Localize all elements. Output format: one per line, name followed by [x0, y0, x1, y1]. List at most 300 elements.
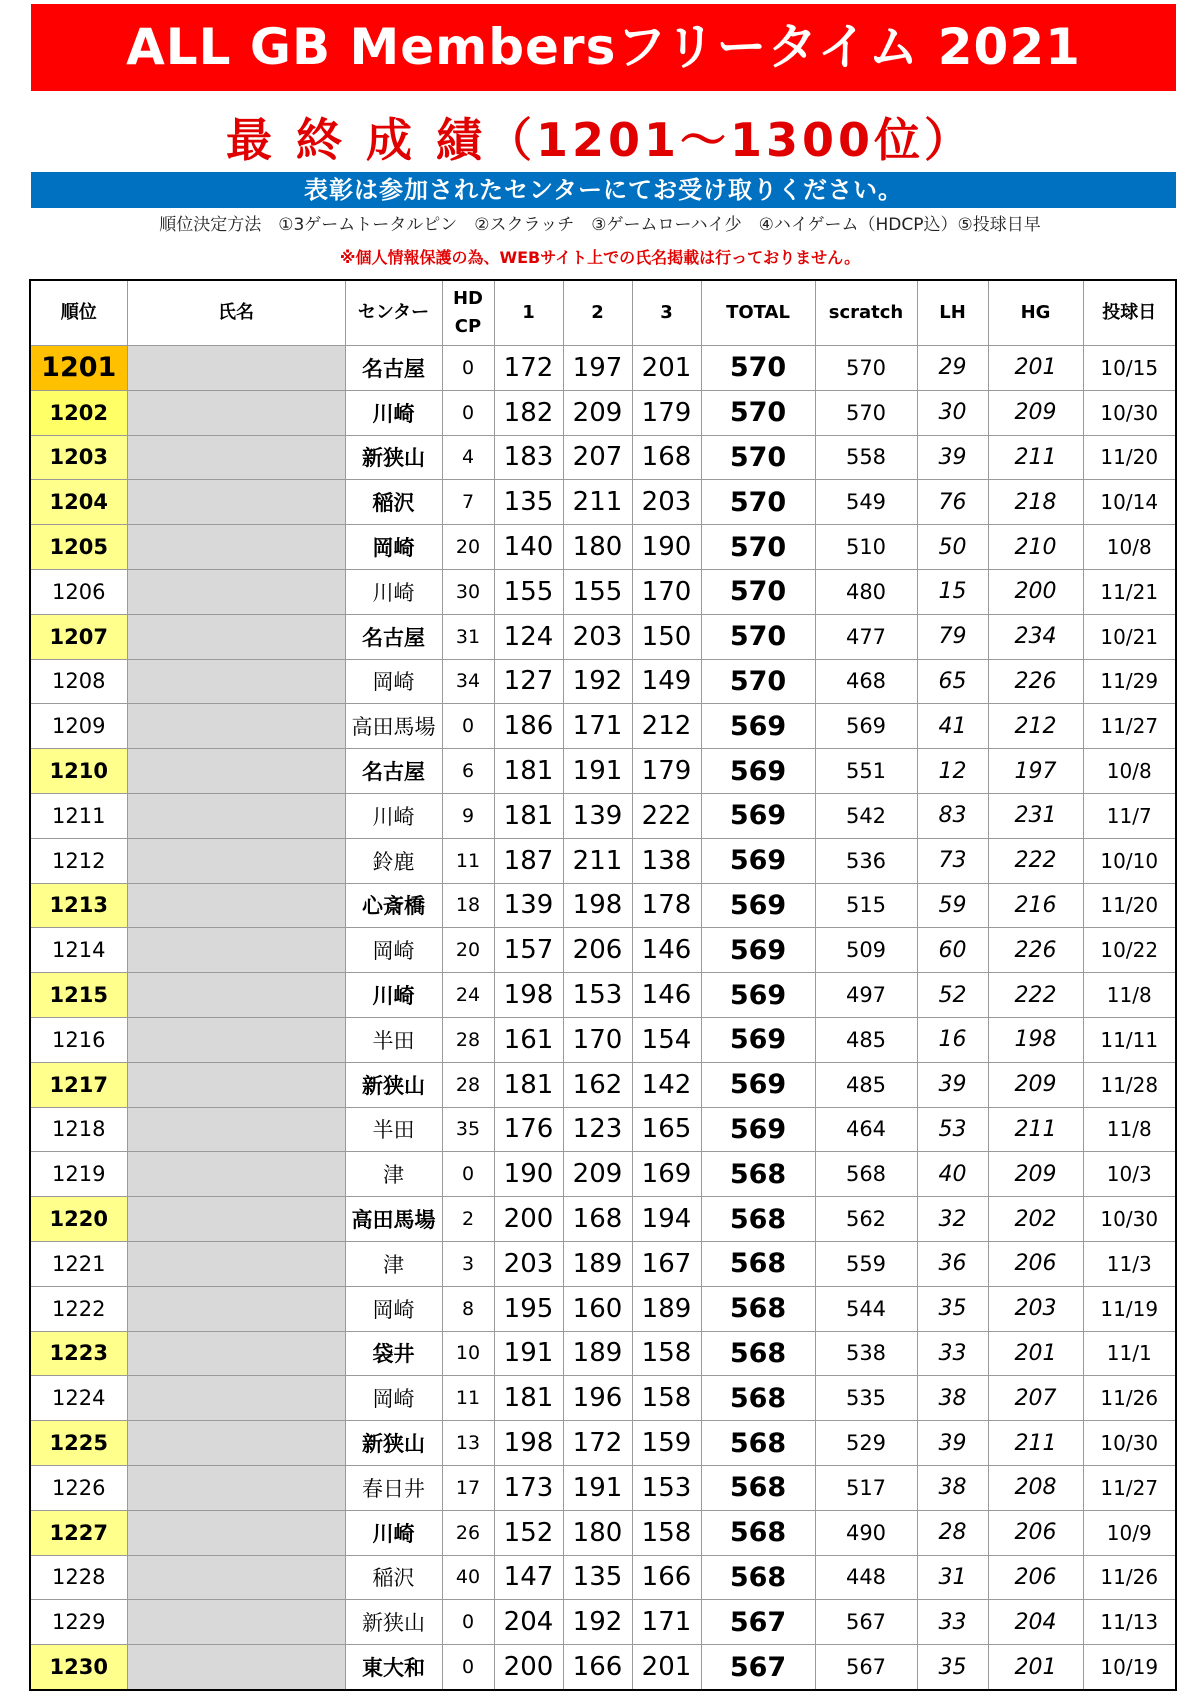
game1-cell: 186	[494, 704, 563, 749]
game3-cell: 169	[632, 1152, 701, 1197]
lh-cell: 76	[917, 480, 988, 525]
col-header-date: 投球日	[1083, 280, 1176, 346]
center-cell: 名古屋	[345, 346, 442, 391]
center-cell: 岡崎	[345, 659, 442, 704]
hdcp-cell: 8	[442, 1286, 494, 1331]
total-cell: 569	[701, 973, 815, 1018]
name-cell-redacted	[127, 1062, 345, 1107]
hdcp-cell: 10	[442, 1331, 494, 1376]
date-cell: 10/9	[1083, 1510, 1176, 1555]
game2-cell: 123	[563, 1107, 632, 1152]
game2-cell: 197	[563, 346, 632, 391]
game2-cell: 153	[563, 973, 632, 1018]
table-row	[30, 883, 1176, 928]
scratch-cell: 468	[815, 659, 917, 704]
table-row	[30, 1152, 1176, 1197]
name-cell-redacted	[127, 793, 345, 838]
hg-cell: 209	[988, 1062, 1083, 1107]
rank-cell: 1228	[30, 1555, 127, 1600]
hg-cell: 198	[988, 1017, 1083, 1062]
hg-cell: 206	[988, 1510, 1083, 1555]
total-cell: 570	[701, 480, 815, 525]
game2-cell: 207	[563, 435, 632, 480]
name-cell-redacted	[127, 1645, 345, 1690]
ranking-method-text: 順位決定方法 ①3ゲームトータルピン ②スクラッチ ③ゲームローハイ少 ④ハイゲーム（HDCP込）⑤投球日早	[159, 215, 1041, 235]
rank-cell: 1211	[30, 793, 127, 838]
total-cell: 569	[701, 1062, 815, 1107]
scratch-cell: 448	[815, 1555, 917, 1600]
date-cell: 11/7	[1083, 793, 1176, 838]
name-cell-redacted	[127, 346, 345, 391]
game2-cell: 172	[563, 1421, 632, 1466]
game1-cell: 195	[494, 1286, 563, 1331]
total-cell: 568	[701, 1465, 815, 1510]
hdcp-cell: 18	[442, 883, 494, 928]
name-cell-redacted	[127, 1555, 345, 1600]
lh-cell: 79	[917, 614, 988, 659]
game2-cell: 189	[563, 1241, 632, 1286]
total-cell: 569	[701, 1107, 815, 1152]
results-table	[29, 279, 1177, 1691]
total-cell: 568	[701, 1241, 815, 1286]
name-cell-redacted	[127, 1241, 345, 1286]
center-cell: 岡崎	[345, 525, 442, 570]
name-cell-redacted	[127, 1286, 345, 1331]
rank-cell: 1226	[30, 1465, 127, 1510]
date-cell: 11/8	[1083, 1107, 1176, 1152]
scratch-cell: 559	[815, 1241, 917, 1286]
game3-cell: 189	[632, 1286, 701, 1331]
hg-cell: 210	[988, 525, 1083, 570]
hg-cell: 222	[988, 973, 1083, 1018]
name-cell-redacted	[127, 928, 345, 973]
col-header-game3: 3	[632, 280, 701, 346]
game2-cell: 155	[563, 569, 632, 614]
results-body	[30, 346, 1176, 1690]
hdcp-cell: 17	[442, 1465, 494, 1510]
name-cell-redacted	[127, 1152, 345, 1197]
hg-cell: 197	[988, 749, 1083, 794]
rank-cell: 1203	[30, 435, 127, 480]
game1-cell: 135	[494, 480, 563, 525]
center-cell: 稲沢	[345, 480, 442, 525]
game2-cell: 198	[563, 883, 632, 928]
table-row	[30, 569, 1176, 614]
scratch-cell: 551	[815, 749, 917, 794]
hg-cell: 211	[988, 1107, 1083, 1152]
total-cell: 567	[701, 1645, 815, 1690]
col-header-rank: 順位	[30, 280, 127, 346]
hg-cell: 204	[988, 1600, 1083, 1645]
scratch-cell: 538	[815, 1331, 917, 1376]
game2-cell: 196	[563, 1376, 632, 1421]
game1-cell: 127	[494, 659, 563, 704]
game2-cell: 162	[563, 1062, 632, 1107]
scratch-cell: 529	[815, 1421, 917, 1466]
award-notice: 表彰は参加されたセンターにてお受け取りください。	[303, 176, 904, 204]
scratch-cell: 567	[815, 1600, 917, 1645]
game1-cell: 155	[494, 569, 563, 614]
table-row	[30, 435, 1176, 480]
hdcp-cell: 11	[442, 1376, 494, 1421]
date-cell: 11/28	[1083, 1062, 1176, 1107]
lh-cell: 38	[917, 1465, 988, 1510]
table-row	[30, 1331, 1176, 1376]
hdcp-cell: 28	[442, 1062, 494, 1107]
hg-cell: 201	[988, 1645, 1083, 1690]
game2-cell: 209	[563, 1152, 632, 1197]
date-cell: 10/21	[1083, 614, 1176, 659]
total-cell: 568	[701, 1286, 815, 1331]
game3-cell: 179	[632, 390, 701, 435]
total-cell: 568	[701, 1331, 815, 1376]
hdcp-cell: 0	[442, 390, 494, 435]
date-cell: 10/30	[1083, 1421, 1176, 1466]
game2-cell: 209	[563, 390, 632, 435]
game1-cell: 173	[494, 1465, 563, 1510]
lh-cell: 59	[917, 883, 988, 928]
col-header-hdcp-line2: CP	[454, 316, 482, 337]
center-cell: 岡崎	[345, 1286, 442, 1331]
col-header-game2: 2	[563, 280, 632, 346]
center-cell: 岡崎	[345, 1376, 442, 1421]
table-row	[30, 614, 1176, 659]
hdcp-cell: 0	[442, 1152, 494, 1197]
rank-cell: 1217	[30, 1062, 127, 1107]
total-cell: 570	[701, 525, 815, 570]
table-row	[30, 1421, 1176, 1466]
game3-cell: 178	[632, 883, 701, 928]
total-cell: 569	[701, 1017, 815, 1062]
game3-cell: 194	[632, 1197, 701, 1242]
lh-cell: 28	[917, 1510, 988, 1555]
scratch-cell: 497	[815, 973, 917, 1018]
game1-cell: 183	[494, 435, 563, 480]
lh-cell: 83	[917, 793, 988, 838]
date-cell: 11/1	[1083, 1331, 1176, 1376]
table-row	[30, 1107, 1176, 1152]
game2-cell: 170	[563, 1017, 632, 1062]
table-row	[30, 659, 1176, 704]
total-cell: 570	[701, 346, 815, 391]
scratch-cell: 515	[815, 883, 917, 928]
date-cell: 11/21	[1083, 569, 1176, 614]
date-cell: 10/3	[1083, 1152, 1176, 1197]
game1-cell: 161	[494, 1017, 563, 1062]
name-cell-redacted	[127, 525, 345, 570]
scratch-cell: 567	[815, 1645, 917, 1690]
game3-cell: 222	[632, 793, 701, 838]
scratch-cell: 570	[815, 390, 917, 435]
rank-cell: 1222	[30, 1286, 127, 1331]
hg-cell: 207	[988, 1376, 1083, 1421]
hdcp-cell: 3	[442, 1241, 494, 1286]
total-cell: 569	[701, 793, 815, 838]
date-cell: 10/15	[1083, 346, 1176, 391]
hg-cell: 208	[988, 1465, 1083, 1510]
total-cell: 568	[701, 1376, 815, 1421]
table-row	[30, 525, 1176, 570]
page-title-banner	[31, 4, 1176, 91]
table-row	[30, 1600, 1176, 1645]
date-cell: 11/20	[1083, 435, 1176, 480]
name-cell-redacted	[127, 1107, 345, 1152]
game3-cell: 142	[632, 1062, 701, 1107]
game3-cell: 170	[632, 569, 701, 614]
game3-cell: 158	[632, 1510, 701, 1555]
date-cell: 11/29	[1083, 659, 1176, 704]
total-cell: 569	[701, 704, 815, 749]
rank-cell: 1207	[30, 614, 127, 659]
hdcp-cell: 20	[442, 928, 494, 973]
lh-cell: 39	[917, 1062, 988, 1107]
name-cell-redacted	[127, 1331, 345, 1376]
name-cell-redacted	[127, 480, 345, 525]
center-cell: 川崎	[345, 793, 442, 838]
center-cell: 岡崎	[345, 928, 442, 973]
game3-cell: 154	[632, 1017, 701, 1062]
lh-cell: 29	[917, 346, 988, 391]
center-cell: 東大和	[345, 1645, 442, 1690]
hdcp-cell: 7	[442, 480, 494, 525]
rank-cell: 1224	[30, 1376, 127, 1421]
center-cell: 新狭山	[345, 1062, 442, 1107]
col-header-hdcp	[442, 280, 494, 346]
lh-cell: 12	[917, 749, 988, 794]
game1-cell: 181	[494, 749, 563, 794]
lh-cell: 52	[917, 973, 988, 1018]
table-row	[30, 838, 1176, 883]
hdcp-cell: 0	[442, 1645, 494, 1690]
table-header-row	[30, 280, 1176, 346]
rank-cell: 1201	[30, 346, 127, 391]
rank-cell: 1204	[30, 480, 127, 525]
date-cell: 11/19	[1083, 1286, 1176, 1331]
hg-cell: 226	[988, 928, 1083, 973]
total-cell: 570	[701, 659, 815, 704]
date-cell: 10/19	[1083, 1645, 1176, 1690]
hdcp-cell: 26	[442, 1510, 494, 1555]
rank-cell: 1210	[30, 749, 127, 794]
col-header-name: 氏名	[127, 280, 345, 346]
date-cell: 11/13	[1083, 1600, 1176, 1645]
lh-cell: 30	[917, 390, 988, 435]
name-cell-redacted	[127, 390, 345, 435]
total-cell: 568	[701, 1555, 815, 1600]
total-cell: 569	[701, 749, 815, 794]
name-cell-redacted	[127, 1197, 345, 1242]
game1-cell: 181	[494, 1062, 563, 1107]
name-cell-redacted	[127, 1017, 345, 1062]
game3-cell: 138	[632, 838, 701, 883]
table-row	[30, 1465, 1176, 1510]
name-cell-redacted	[127, 883, 345, 928]
hdcp-cell: 40	[442, 1555, 494, 1600]
table-row	[30, 480, 1176, 525]
lh-cell: 65	[917, 659, 988, 704]
hg-cell: 222	[988, 838, 1083, 883]
game2-cell: 168	[563, 1197, 632, 1242]
col-header-total: TOTAL	[701, 280, 815, 346]
name-cell-redacted	[127, 1421, 345, 1466]
center-cell: 稲沢	[345, 1555, 442, 1600]
hg-cell: 211	[988, 435, 1083, 480]
total-cell: 570	[701, 390, 815, 435]
hdcp-cell: 0	[442, 704, 494, 749]
game1-cell: 176	[494, 1107, 563, 1152]
game1-cell: 181	[494, 1376, 563, 1421]
name-cell-redacted	[127, 569, 345, 614]
hg-cell: 201	[988, 1331, 1083, 1376]
table-row	[30, 1062, 1176, 1107]
hg-cell: 226	[988, 659, 1083, 704]
hg-cell: 200	[988, 569, 1083, 614]
hg-cell: 201	[988, 346, 1083, 391]
hdcp-cell: 0	[442, 1600, 494, 1645]
game3-cell: 201	[632, 346, 701, 391]
lh-cell: 15	[917, 569, 988, 614]
name-cell-redacted	[127, 749, 345, 794]
game1-cell: 182	[494, 390, 563, 435]
center-cell: 川崎	[345, 569, 442, 614]
table-row	[30, 973, 1176, 1018]
center-cell: 川崎	[345, 390, 442, 435]
table-row	[30, 1286, 1176, 1331]
game2-cell: 211	[563, 480, 632, 525]
lh-cell: 41	[917, 704, 988, 749]
table-row	[30, 928, 1176, 973]
date-cell: 11/26	[1083, 1555, 1176, 1600]
game1-cell: 203	[494, 1241, 563, 1286]
game3-cell: 146	[632, 928, 701, 973]
game3-cell: 158	[632, 1331, 701, 1376]
rank-cell: 1230	[30, 1645, 127, 1690]
lh-cell: 39	[917, 1421, 988, 1466]
scratch-cell: 549	[815, 480, 917, 525]
lh-cell: 73	[917, 838, 988, 883]
date-cell: 10/8	[1083, 525, 1176, 570]
rank-cell: 1215	[30, 973, 127, 1018]
date-cell: 11/27	[1083, 704, 1176, 749]
hdcp-cell: 0	[442, 346, 494, 391]
date-cell: 11/26	[1083, 1376, 1176, 1421]
center-cell: 川崎	[345, 973, 442, 1018]
hdcp-cell: 9	[442, 793, 494, 838]
privacy-note: ※個人情報保護の為、WEBサイト上での氏名掲載は行っておりません。	[339, 248, 861, 267]
game1-cell: 191	[494, 1331, 563, 1376]
lh-cell: 35	[917, 1645, 988, 1690]
hdcp-cell: 28	[442, 1017, 494, 1062]
game1-cell: 140	[494, 525, 563, 570]
page-title: ALL GB Membersフリータイム 2021	[126, 18, 1081, 76]
rank-cell: 1227	[30, 1510, 127, 1555]
game2-cell: 135	[563, 1555, 632, 1600]
lh-cell: 16	[917, 1017, 988, 1062]
game1-cell: 139	[494, 883, 563, 928]
game2-cell: 171	[563, 704, 632, 749]
rank-cell: 1202	[30, 390, 127, 435]
date-cell: 10/14	[1083, 480, 1176, 525]
game3-cell: 167	[632, 1241, 701, 1286]
lh-cell: 33	[917, 1600, 988, 1645]
game3-cell: 168	[632, 435, 701, 480]
hdcp-cell: 11	[442, 838, 494, 883]
hg-cell: 206	[988, 1555, 1083, 1600]
table-row	[30, 1555, 1176, 1600]
game3-cell: 158	[632, 1376, 701, 1421]
scratch-cell: 536	[815, 838, 917, 883]
rank-cell: 1206	[30, 569, 127, 614]
center-cell: 鈴鹿	[345, 838, 442, 883]
lh-cell: 33	[917, 1331, 988, 1376]
name-cell-redacted	[127, 838, 345, 883]
total-cell: 570	[701, 435, 815, 480]
game1-cell: 181	[494, 793, 563, 838]
game2-cell: 191	[563, 1465, 632, 1510]
total-cell: 568	[701, 1197, 815, 1242]
rank-cell: 1209	[30, 704, 127, 749]
rank-cell: 1223	[30, 1331, 127, 1376]
game1-cell: 200	[494, 1197, 563, 1242]
center-cell: 半田	[345, 1107, 442, 1152]
center-cell: 名古屋	[345, 614, 442, 659]
center-cell: 新狭山	[345, 1600, 442, 1645]
table-row	[30, 1241, 1176, 1286]
center-cell: 津	[345, 1152, 442, 1197]
rank-cell: 1216	[30, 1017, 127, 1062]
table-row	[30, 793, 1176, 838]
col-header-hdcp-line1: HD	[452, 288, 483, 309]
table-row	[30, 346, 1176, 391]
date-cell: 11/20	[1083, 883, 1176, 928]
hg-cell: 209	[988, 1152, 1083, 1197]
game3-cell: 171	[632, 1600, 701, 1645]
rank-cell: 1218	[30, 1107, 127, 1152]
total-cell: 569	[701, 883, 815, 928]
table-row	[30, 1376, 1176, 1421]
game3-cell: 212	[632, 704, 701, 749]
hdcp-cell: 13	[442, 1421, 494, 1466]
scratch-cell: 569	[815, 704, 917, 749]
rank-cell: 1225	[30, 1421, 127, 1466]
rank-cell: 1213	[30, 883, 127, 928]
date-cell: 10/10	[1083, 838, 1176, 883]
game3-cell: 149	[632, 659, 701, 704]
game2-cell: 189	[563, 1331, 632, 1376]
center-cell: 新狭山	[345, 1421, 442, 1466]
game3-cell: 179	[632, 749, 701, 794]
scratch-cell: 562	[815, 1197, 917, 1242]
results-subtitle: 最 終 成 績（1201～1300位）	[225, 113, 975, 167]
lh-cell: 53	[917, 1107, 988, 1152]
hg-cell: 211	[988, 1421, 1083, 1466]
game1-cell: 204	[494, 1600, 563, 1645]
date-cell: 11/27	[1083, 1465, 1176, 1510]
hg-cell: 212	[988, 704, 1083, 749]
hdcp-cell: 35	[442, 1107, 494, 1152]
hg-cell: 203	[988, 1286, 1083, 1331]
date-cell: 10/30	[1083, 1197, 1176, 1242]
game2-cell: 191	[563, 749, 632, 794]
table-row	[30, 390, 1176, 435]
lh-cell: 36	[917, 1241, 988, 1286]
hg-cell: 231	[988, 793, 1083, 838]
name-cell-redacted	[127, 1600, 345, 1645]
game2-cell: 139	[563, 793, 632, 838]
date-cell: 11/11	[1083, 1017, 1176, 1062]
date-cell: 10/30	[1083, 390, 1176, 435]
rank-cell: 1220	[30, 1197, 127, 1242]
